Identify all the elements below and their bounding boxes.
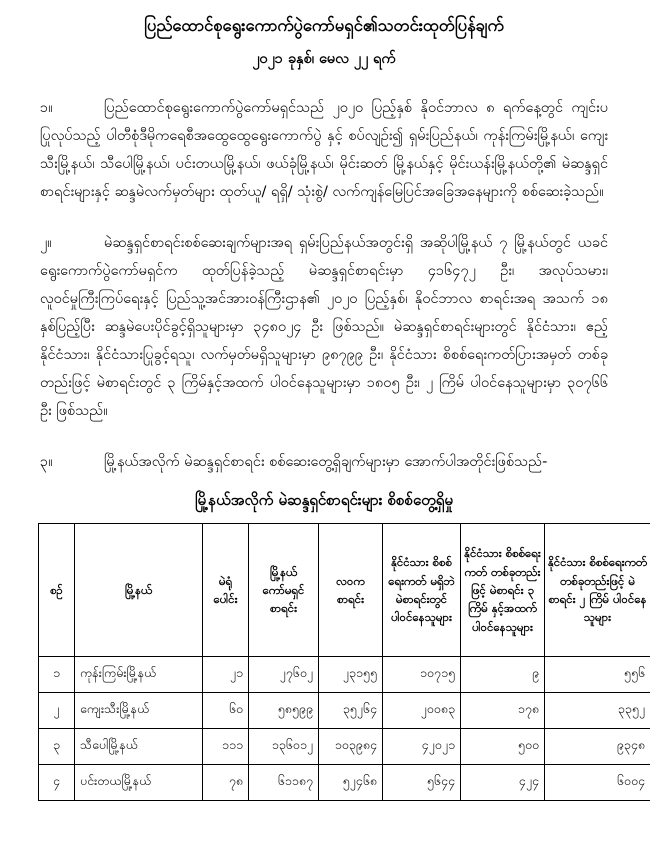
table-cell: ၉၃၄၈ bbox=[545, 729, 650, 765]
table-cell: ၂၀၀၈၃ bbox=[383, 693, 461, 729]
table-row bbox=[39, 729, 650, 765]
table-cell: ၂ bbox=[39, 693, 75, 729]
table-cell: ၁၇၈ bbox=[461, 693, 545, 729]
paragraph-1 bbox=[40, 94, 608, 206]
paragraph-text: မြို့နယ်အလိုက် မဲဆန္ဒရှင်စာရင်း စစ်ဆေးတွေ့ရှိချက်များမှာ အောက်ပါအတိုင်းဖြစ်သည်- bbox=[104, 454, 548, 471]
table-cell: ၂၃၁၅၅ bbox=[319, 657, 383, 693]
table-cell: ၆၁၁၈၇ bbox=[249, 765, 319, 801]
table-cell: ၁၀၃၉၈၄ bbox=[319, 729, 383, 765]
table-cell: ၄၂၄ bbox=[461, 765, 545, 801]
col-header-polling-stations: မဲရုံ ပေါင်း bbox=[203, 524, 249, 657]
table-header-row bbox=[39, 524, 650, 657]
table-cell: ၁ bbox=[39, 657, 75, 693]
col-header-township: မြို့နယ် bbox=[75, 524, 203, 657]
col-header-commission-list: မြို့နယ် ကော်မရှင် စာရင်း bbox=[249, 524, 319, 657]
page-title: ပြည်ထောင်စုရွေးကောက်ပွဲကော်မရှင်၏သတင်းထုတ်ပြန်ချက် bbox=[144, 16, 504, 35]
col-header-three-plus-times: နိုင်ငံသား စိစစ်ရေးကတ် တစ်ခုတည်းဖြင့် မဲစာရင်း ၃ ကြိမ် နှင့်အထက် ပါဝင်နေသူများ bbox=[461, 524, 545, 657]
table-cell: ၅၈၅၉၉ bbox=[249, 693, 319, 729]
table-cell: ၅၅၆ bbox=[545, 657, 650, 693]
table-cell: ၁၃၆၀၁၂ bbox=[249, 729, 319, 765]
paragraph-number: ၁။ bbox=[40, 100, 53, 117]
voter-list-table bbox=[38, 523, 650, 801]
col-header-serial: စဉ် bbox=[39, 524, 75, 657]
table-cell: ၉ bbox=[461, 657, 545, 693]
table-cell: ၁၀၇၁၅ bbox=[383, 657, 461, 693]
table-cell: ၇၈ bbox=[203, 765, 249, 801]
paragraph-number: ၃။ bbox=[40, 454, 53, 471]
table-body bbox=[39, 657, 650, 801]
paragraph-text: ပြည်ထောင်စုရွေးကောက်ပွဲကော်မရှင်သည် ၂၀၂၀ ပြည့်နှစ် နိုဝင်ဘာလ ၈ ရက်နေ့တွင် ကျင်းပပြုလုပ်သည့် ပါတီစုံဒီမိုကရေစီအထွေထွေရွေးကောက်ပွဲ နှင့် စပ်လျဉ်း၍ ရှမ်းပြည်နယ်၊ ကုန်းကြမ်းမြို့နယ်၊ ကျေးသီးမြို့နယ်၊ သီပေါမြို့နယ်၊ ပင်းတယမြို့နယ်၊ ဖယ်ခုံမြို့နယ်၊ မိုင်းဆတ် မြို့နယ်နှင့် မိုင်းယန်းမြို့နယ်တို့၏ မဲဆန္ဒရှင်စာရင်းများနှင့် ဆန္ဒမဲလက်မှတ်များ ထုတ်ယူ/ ရရှိ/ သုံးစွဲ/ လက်ကျန်မြေပြင်အခြေအနေများကို စစ်ဆေးခဲ့သည်။ bbox=[40, 100, 608, 201]
table-cell: ကုန်းကြမ်းမြို့နယ် bbox=[75, 657, 203, 693]
table-cell: ၆၀ bbox=[203, 693, 249, 729]
table-cell: သီပေါမြို့နယ် bbox=[75, 729, 203, 765]
table-title: မြို့နယ်အလိုက် မဲဆန္ဒရှင်စာရင်းများ စိစစ်တွေ့ရှိမှု bbox=[195, 491, 453, 510]
table-cell: ၃ bbox=[39, 729, 75, 765]
table-cell: ၄၂၀၂၁ bbox=[383, 729, 461, 765]
paragraph-number: ၂။ bbox=[40, 235, 52, 252]
paragraph-3 bbox=[40, 448, 608, 476]
table-cell: ၄ bbox=[39, 765, 75, 801]
table-cell: ပင်းတယမြို့နယ် bbox=[75, 765, 203, 801]
table-cell: ၅၀၀ bbox=[461, 729, 545, 765]
table-cell: ၂၁ bbox=[203, 657, 249, 693]
col-header-two-times: နိုင်ငံသား စိစစ်ရေးကတ် တစ်ခုတည်းဖြင့် မဲစာရင်း ၂ ကြိမ် ပါဝင်နေသူများ bbox=[545, 524, 650, 657]
col-header-no-card: နိုင်ငံသား စိစစ်ရေးကတ် မရှိဘဲ မဲစာရင်းတွင် ပါဝင်နေသူများ bbox=[383, 524, 461, 657]
table-cell: ၅၆၄၄ bbox=[383, 765, 461, 801]
table-cell: ၆၀၀၄ bbox=[545, 765, 650, 801]
document-date: ၂၀၂၁ ခုနှစ်၊ မေလ ၂၂ ရက် bbox=[252, 51, 396, 68]
table-header bbox=[39, 524, 650, 657]
table-cell: ၃၅၂၆၄ bbox=[319, 693, 383, 729]
table-row bbox=[39, 657, 650, 693]
table-cell: ၁၁၁ bbox=[203, 729, 249, 765]
table-row bbox=[39, 765, 650, 801]
table-cell: ကျေးသီးမြို့နယ် bbox=[75, 693, 203, 729]
table-cell: ၂၇၆၀၂ bbox=[249, 657, 319, 693]
table-cell: ၃၃၅၂ bbox=[545, 693, 650, 729]
paragraph-text: မဲဆန္ဒရှင်စာရင်းစစ်ဆေးချက်များအရ ရှမ်းပြည်နယ်အတွင်းရှိ အဆိုပါမြို့နယ် ၇ မြို့နယ်တွင် ယခင် ရွေးကောက်ပွဲကော်မရှင်က ထုတ်ပြန်ခဲ့သည့် မဲဆန္ဒရှင်စာရင်းမှာ ၄၁၆၄၇၂ ဦး၊ အလုပ်သမား၊ လူဝင်မှုကြီးကြပ်ရေးနှင့် ပြည်သူ့အင်အားဝန်ကြီးဌာန၏ ၂၀၂၀ ပြည့်နှစ်၊ နိုဝင်ဘာလ စာရင်းအရ အသက် ၁၈ နှစ်ပြည့်ပြီး ဆန္ဒမဲပေးပိုင်ခွင့်ရှိသူများမှာ ၃၄၈၀၂၄ ဦး ဖြစ်သည်။ မဲဆန္ဒရှင်စာရင်းများတွင် နိုင်ငံသား၊ ဧည့်နိုင်ငံသား၊ နိုင်ငံသားပြုခွင့်ရသူ၊ လက်မှတ်မရှိသူများမှာ ၉၈၇၉၉ ဦး၊ နိုင်ငံသား စိစစ်ရေးကတ်ပြားအမှတ် တစ်ခုတည်းဖြင့် မဲစာရင်းတွင် ၃ ကြိမ်နှင့်အထက် ပါဝင်နေသူများမှာ ၁၈၀၅ ဦး၊ ၂ ကြိမ် ပါဝင်နေသူများမှာ ၃၀၇၆၆ ဦး ဖြစ်သည်။ bbox=[40, 235, 608, 420]
col-header-immigration-list: လဝက စာရင်း bbox=[319, 524, 383, 657]
paragraph-2 bbox=[40, 229, 608, 425]
table-cell: ၅၂၄၆၈ bbox=[319, 765, 383, 801]
table-row bbox=[39, 693, 650, 729]
